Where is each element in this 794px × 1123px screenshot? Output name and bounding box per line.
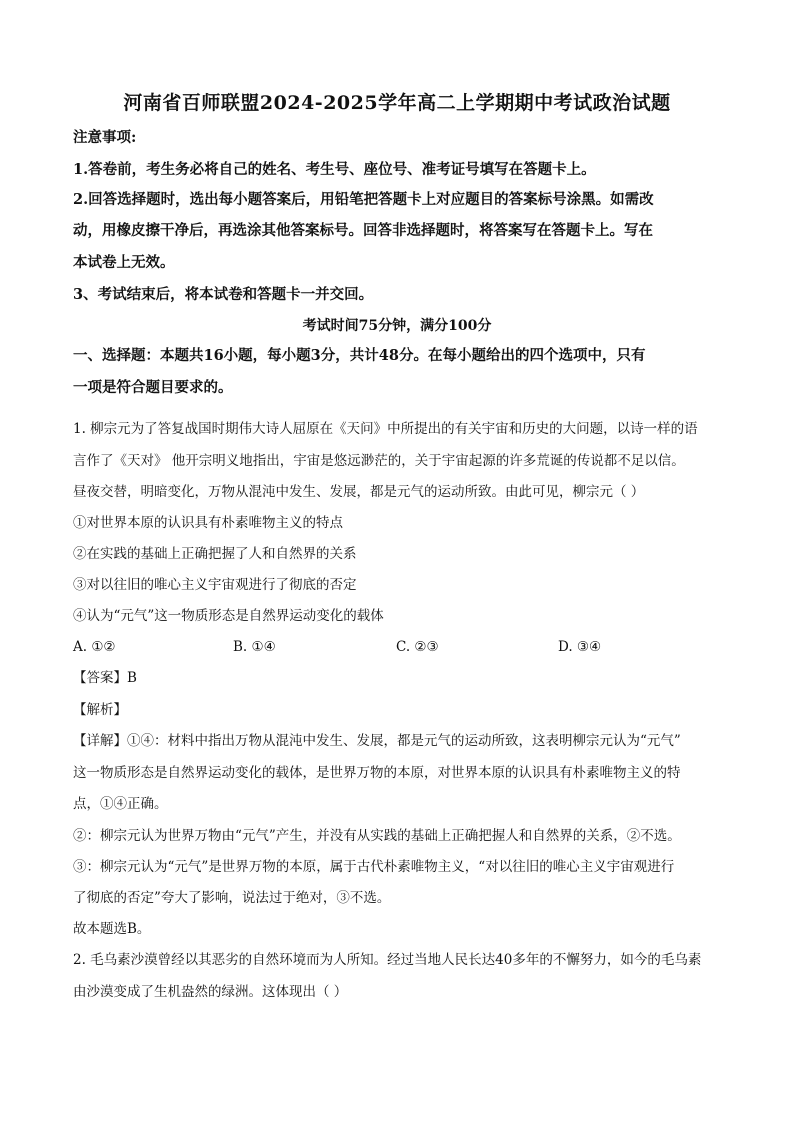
q1-option-c: C. ②③ (396, 639, 439, 655)
q1-detail-line-5: ③：柳宗元认为“元气”是世界万物的本原，属于古代朴素唯物主义，“对以往旧的唯心主义宇宙观进行 (73, 859, 675, 875)
q1-detail-line-4: ②：柳宗元认为世界万物由“元气”产生，并没有从实践的基础上正确把握人和自然界的关系，②不选。 (73, 828, 681, 844)
notice-line-2a: 2.回答选择题时，选出每小题答案后，用铅笔把答题卡上对应题目的答案标号涂黑。如需改 (73, 191, 654, 208)
notice-line-2c: 本试卷上无效。 (73, 254, 175, 271)
q1-answer: 【答案】B (73, 670, 137, 686)
q1-detail-line-2: 这一物质形态是自然界运动变化的载体，是世界万物的本原，对世界本原的认识具有朴素唯物主义的特 (73, 765, 681, 781)
q1-option-a: A. ①② (73, 639, 116, 655)
q1-statement-2: ②在实践的基础上正确把握了人和自然界的关系 (73, 546, 357, 562)
q1-statement-1: ①对世界本原的认识具有朴素唯物主义的特点 (73, 515, 343, 531)
q1-stem-line-3: 昼夜交替，明暗变化，万物从混沌中发生、发展，都是元气的运动所致。由此可见，柳宗元（ ） (73, 484, 645, 500)
q2-stem-line-1: 2. 毛乌素沙漠曾经以其恶劣的自然环境而为人所知。经过当地人民长达40多年的不懈努力，如今的毛乌素 (73, 952, 702, 968)
q2-stem-line-2: 由沙漠变成了生机盎然的绿洲。这体现出（ ） (73, 984, 348, 1000)
q1-option-d: D. ③④ (558, 639, 602, 655)
q1-analysis-label: 【解析】 (73, 702, 127, 718)
q1-option-b: B. ①④ (233, 639, 276, 655)
notice-line-1: 1.答卷前，考生务必将自己的姓名、考生号、座位号、准考证号填写在答题卡上。 (73, 161, 596, 178)
q1-conclusion: 故本题选B。 (73, 921, 151, 937)
notice-heading: 注意事项: (73, 129, 137, 146)
q1-statement-3: ③对以往旧的唯心主义宇宙观进行了彻底的否定 (73, 577, 357, 593)
section-heading-line-2: 一项是符合题目要求的。 (73, 379, 233, 396)
q1-stem-line-1: 1. 柳宗元为了答复战国时期伟大诗人屈原在《天问》中所提出的有关宇宙和历史的大问题，以诗一样的语 (73, 421, 698, 437)
section-heading-line-1: 一、选择题：本题共16小题，每小题3分，共计48分。在每小题给出的四个选项中，只有 (73, 347, 646, 364)
exam-time: 考试时间75分钟，满分100分 (302, 318, 492, 334)
notice-line-2b: 动，用橡皮擦干净后，再选涂其他答案标号。回答非选择题时，将答案写在答题卡上。写在 (73, 222, 653, 239)
notice-line-3: 3、考试结束后，将本试卷和答题卡一并交回。 (73, 286, 374, 303)
q1-detail-line-3: 点，①④正确。 (73, 796, 168, 812)
q1-detail-line-6: 了彻底的否定”夸大了影响，说法过于绝对，③不选。 (73, 890, 391, 906)
q1-statement-4: ④认为“元气”这一物质形态是自然界运动变化的载体 (73, 608, 384, 624)
page-title: 河南省百师联盟2024-2025学年高二上学期期中考试政治试题 (123, 92, 671, 114)
q1-stem-line-2: 言作了《天对》 他开宗明义地指出，宇宙是悠远渺茫的，关于宇宙起源的许多荒诞的传说都不足以信。 (73, 453, 685, 469)
q1-detail-line-1: 【详解】①④：材料中指出万物从混沌中发生、发展，都是元气的运动所致，这表明柳宗元认为“元气” (73, 733, 681, 749)
